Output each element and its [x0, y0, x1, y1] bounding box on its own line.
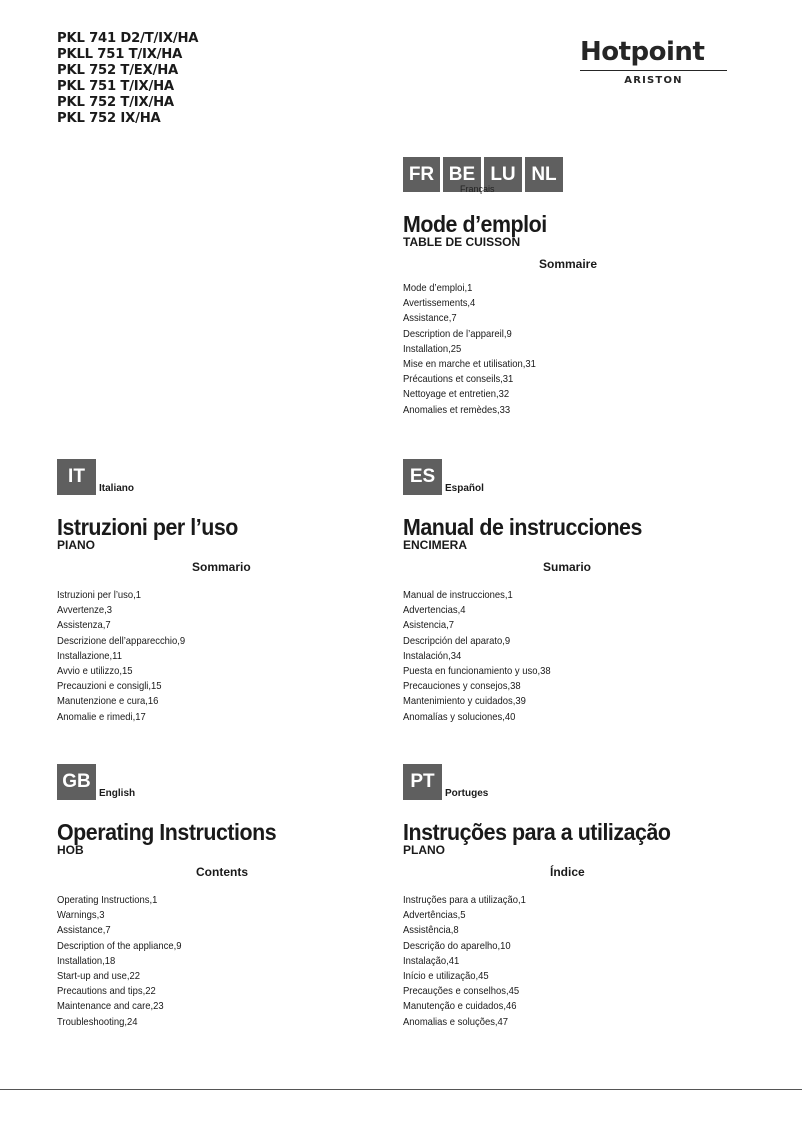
section-subtitle: ENCIMERA [403, 538, 468, 552]
toc-item: Assistência,8 [403, 924, 459, 937]
toc-item: Troubleshooting,24 [57, 1015, 138, 1028]
language-header [57, 764, 387, 802]
country-badge-lu: LU [484, 157, 522, 192]
toc-item: Precautions and tips,22 [57, 985, 156, 998]
table-of-contents [403, 588, 733, 725]
section-title: Manual de instrucciones [403, 514, 642, 540]
toc-item: Description de l’appareil,9 [403, 327, 512, 340]
model-number: PKL 752 IX/HA [57, 111, 161, 126]
toc-item: Descrição do aparelho,10 [403, 939, 511, 952]
toc-item: Instalación,34 [403, 649, 462, 662]
toc-title: Sommario [192, 560, 251, 574]
logo-divider [580, 70, 727, 71]
country-badge-pt: PT [403, 764, 442, 800]
toc-item: Installation,18 [57, 954, 116, 967]
language-label-fr: Français [460, 184, 495, 194]
section-title: Instruções para a utilização [403, 819, 671, 845]
toc-item: Assistance,7 [57, 924, 111, 937]
language-header [57, 459, 387, 497]
toc-item: Instruções para a utilização,1 [403, 894, 526, 906]
toc-item: Installazione,11 [57, 649, 122, 662]
country-badge-gb: GB [57, 764, 96, 800]
brand-logo [580, 37, 730, 86]
table-of-contents [57, 893, 387, 1030]
toc-item: Warnings,3 [57, 909, 105, 922]
toc-item: Mantenimiento y cuidados,39 [403, 695, 526, 708]
toc-item: Avertissements,4 [403, 297, 476, 310]
toc-item: Anomalias e soluções,47 [403, 1015, 509, 1028]
section-fr [403, 212, 733, 418]
brand-sub: ARISTON [624, 75, 683, 86]
model-number: PKLL 751 T/IX/HA [57, 47, 183, 62]
toc-item: Manual de instrucciones,1 [403, 589, 513, 601]
section-subtitle: TABLE DE CUISSON [403, 235, 521, 249]
toc-title: Contents [196, 865, 248, 879]
toc-item: Anomalie e rimedi,17 [57, 710, 146, 723]
toc-item: Advertencias,4 [403, 604, 466, 617]
toc-item: Anomalías y soluciones,40 [403, 710, 516, 723]
section-subtitle: PIANO [57, 538, 96, 552]
brand-name: Hotpoint [580, 37, 705, 67]
toc-item: Precauciones y consejos,38 [403, 680, 521, 693]
toc-item: Assistenza,7 [57, 619, 111, 632]
toc-item: Nettoyage et entretien,32 [403, 388, 510, 401]
country-badge-es: ES [403, 459, 442, 495]
table-of-contents [57, 588, 387, 725]
toc-item: Mode d’emploi,1 [403, 282, 473, 294]
toc-item: Description of the appliance,9 [57, 939, 182, 952]
toc-item: Precauções e conselhos,45 [403, 985, 520, 998]
toc-item: Descrizione dell’apparecchio,9 [57, 634, 186, 647]
toc-item: Operating Instructions,1 [57, 894, 158, 906]
toc-item: Manutenzione e cura,16 [57, 695, 159, 708]
model-number: PKL 741 D2/T/IX/HA [57, 31, 199, 46]
toc-item: Asistencia,7 [403, 619, 454, 632]
section-subtitle: HOB [57, 843, 84, 857]
toc-item: Manutenção e cuidados,46 [403, 1000, 517, 1013]
toc-title: Índice [550, 865, 585, 879]
model-number: PKL 751 T/IX/HA [57, 79, 174, 94]
toc-item: Precauzioni e consigli,15 [57, 680, 162, 693]
toc-title: Sommaire [539, 257, 598, 271]
section-es [403, 459, 733, 725]
model-list [57, 31, 198, 127]
toc-item: Précautions et conseils,31 [403, 373, 514, 386]
language-label: Italiano [99, 483, 135, 494]
toc-item: Maintenance and care,23 [57, 1000, 164, 1013]
section-it [57, 459, 387, 725]
toc-item: Início e utilização,45 [403, 970, 489, 983]
section-title: Operating Instructions [57, 819, 277, 845]
section-pt [403, 764, 733, 1030]
toc-item: Anomalies et remèdes,33 [403, 403, 511, 416]
bottom-divider [0, 1089, 802, 1090]
toc-item: Advertências,5 [403, 909, 466, 922]
toc-item: Descripción del aparato,9 [403, 634, 511, 647]
toc-item: Assistance,7 [403, 312, 457, 325]
section-title: Mode d’emploi [403, 211, 547, 237]
section-subtitle: PLANO [403, 843, 445, 857]
toc-item: Mise en marche et utilisation,31 [403, 358, 536, 371]
toc-item: Avvertenze,3 [57, 604, 112, 617]
toc-item: Avvio e utilizzo,15 [57, 665, 133, 678]
table-of-contents [403, 281, 733, 418]
language-header [403, 764, 733, 802]
language-label: Español [445, 483, 484, 494]
toc-title: Sumario [543, 560, 592, 574]
language-label: Portuges [445, 788, 489, 799]
toc-item: Start-up and use,22 [57, 970, 141, 983]
language-header [403, 459, 733, 497]
language-label: English [99, 788, 136, 799]
toc-item: Puesta en funcionamiento y uso,38 [403, 665, 551, 678]
toc-item: Istruzioni per l’uso,1 [57, 589, 142, 601]
table-of-contents [403, 893, 733, 1030]
toc-item: Instalação,41 [403, 954, 460, 967]
toc-item: Installation,25 [403, 342, 462, 355]
country-badge-it: IT [57, 459, 96, 495]
model-number: PKL 752 T/EX/HA [57, 63, 179, 78]
country-badge-nl: NL [525, 157, 563, 192]
country-badge-be: BE [443, 157, 481, 192]
section-title: Istruzioni per l’uso [57, 514, 238, 540]
model-number: PKL 752 T/IX/HA [57, 95, 174, 110]
section-gb [57, 764, 387, 1030]
country-badge-fr: FR [403, 157, 440, 192]
